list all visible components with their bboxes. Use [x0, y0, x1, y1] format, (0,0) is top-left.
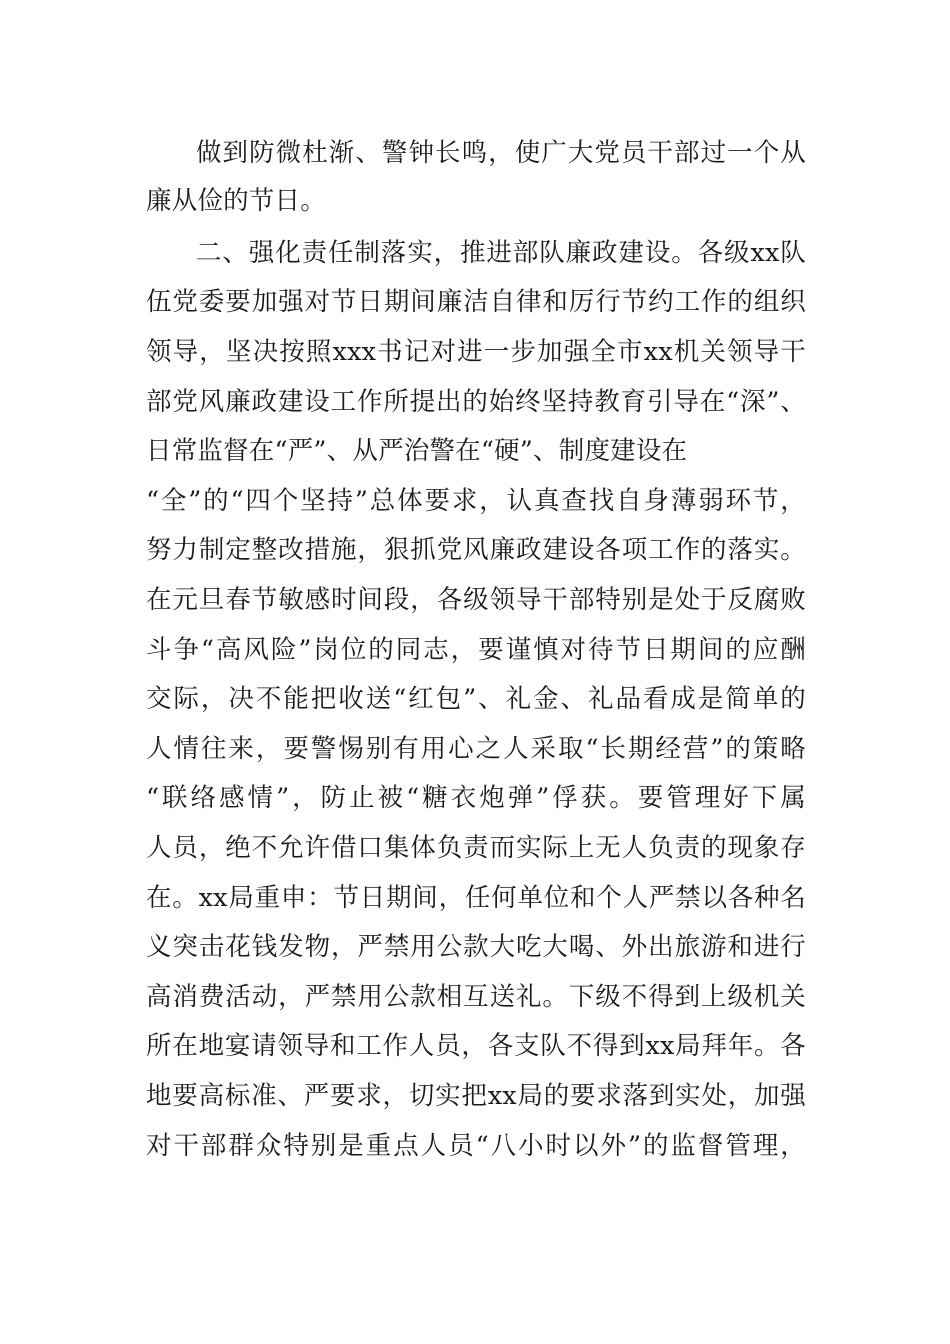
text-line: 对干部群众特别是重点人员“八小时以外”的监督管理，	[146, 1131, 806, 1161]
text-line: 部党风廉政建设工作所提出的始终坚持教育引导在“深”、	[146, 387, 806, 417]
text-line: “全”的“四个坚持”总体要求，认真查找自身薄弱环节，	[146, 486, 806, 516]
text-line: “联络感情”，防止被“糖衣炮弹”俘获。要管理好下属	[146, 783, 806, 813]
text-line: 交际，决不能把收送“红包”、礼金、礼品看成是简单的	[146, 684, 806, 714]
text-line: 在元旦春节敏感时间段，各级领导干部特别是处于反腐败	[146, 585, 806, 615]
text-line: 领导，坚决按照xxx书记对进一步加强全市xx机关领导干	[146, 337, 806, 367]
text-line: 义突击花钱发物，严禁用公款大吃大喝、外出旅游和进行	[146, 932, 806, 962]
text-line: 做到防微杜渐、警钟长鸣，使广大党员干部过一个从	[196, 138, 806, 168]
text-line: 伍党委要加强对节日期间廉洁自律和厉行节约工作的组织	[146, 287, 806, 317]
text-line: 二、强化责任制落实，推进部队廉政建设。各级xx队	[196, 238, 806, 268]
text-line: 日常监督在“严”、从严治警在“硬”、制度建设在	[146, 436, 688, 466]
text-line: 高消费活动，严禁用公款相互送礼。下级不得到上级机关	[146, 982, 806, 1012]
text-line: 人情往来，要警惕别有用心之人采取“长期经营”的策略	[146, 734, 806, 764]
text-line: 人员，绝不允许借口集体负责而实际上无人负责的现象存	[146, 833, 806, 863]
text-line: 斗争“高风险”岗位的同志，要谨慎对待节日期间的应酬	[146, 635, 806, 665]
text-line: 在。xx局重申：节日期间，任何单位和个人严禁以各种名	[146, 883, 806, 913]
text-line: 所在地宴请领导和工作人员，各支队不得到xx局拜年。各	[146, 1031, 806, 1061]
text-line: 努力制定整改措施，狠抓党风廉政建设各项工作的落实。	[146, 535, 806, 565]
text-line: 地要高标准、严要求，切实把xx局的要求落到实处，加强	[146, 1081, 806, 1111]
text-line: 廉从俭的节日。	[146, 186, 326, 216]
